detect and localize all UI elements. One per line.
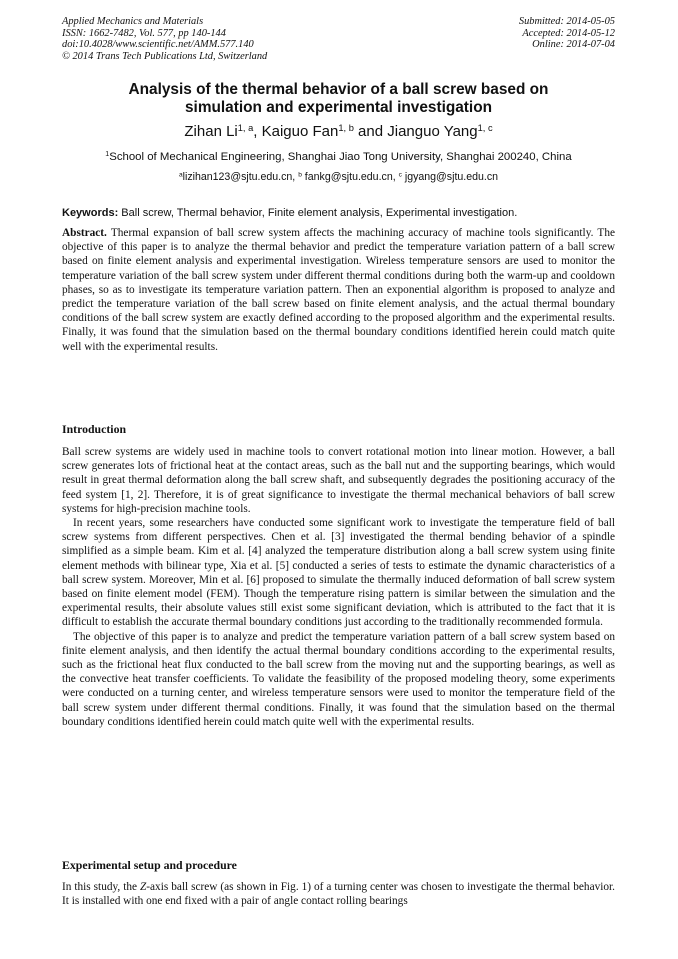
affiliation — [62, 150, 615, 164]
title-line-2: simulation and experimental investigation — [184, 99, 493, 117]
abstract-label: Abstract. — [62, 227, 107, 239]
date-online: Online: 2014-07-04 — [532, 39, 615, 51]
section-heading-introduction: Introduction — [62, 422, 127, 436]
axis-label: Z — [139, 881, 147, 893]
keywords-text: Ball screw, Thermal behavior, Finite element analysis, Experimental investigation. — [118, 207, 518, 219]
email-address: fankg@sjtu.edu.cn, — [301, 171, 399, 183]
author-separator: and — [353, 123, 388, 140]
author-affiliation-mark: 1, a — [237, 122, 254, 133]
publication-dates — [519, 16, 615, 51]
setup-body — [62, 880, 615, 908]
author-name: Kaiguo Fan — [261, 123, 339, 140]
author-name: Jianguo Yang — [387, 123, 478, 140]
keywords — [62, 206, 615, 220]
paragraph: Ball screw systems are widely used in machine tools to convert rotational motion into linear motion. However, a ball screw generates lots of frictional heat at the contact areas, such as the ball nut and the supporting bearings, which would result in great thermal deformation along the ball screw shaft, and subsequently degrades the positioning accuracy of the feed system [1, 2]. Therefore, it is of great significance to investigate the thermal mechanical behaviors of ball screw systems for high-precision machine tools. — [62, 446, 615, 515]
keywords-label: Keywords: — [62, 207, 119, 219]
author-affiliation-mark: 1, b — [338, 122, 354, 133]
author-name: Zihan Li — [184, 123, 238, 140]
author-separator: , — [253, 123, 262, 140]
date-accepted: Accepted: 2014-05-12 — [522, 27, 615, 39]
email-address: jgyang@sjtu.edu.cn — [401, 171, 499, 183]
abstract-text: Thermal expansion of ball screw system affects the machining accuracy of machine tools significantly. The objective of this paper is to analyze the thermal behavior and predict the temperature variation pattern of a ball screw based on finite element analysis and experimental investigation. Wireless temperature sensors are used to monitor the temperature variation of the ball screw system under different thermal conditions during both the warm-up and cooldown phases, so as to investigate its temperature variation pattern. Then an exponential algorithm is proposed to analyze and predict the temperature variation of the ball screw based on finite element analysis, and the actual thermal boundary conditions of the ball screw system are exactly defined according to the proposed algorithm and the experimental results. Finally, it was found that the simulation based on the thermal boundary conditions identified herein could match quite well with the experimental results. — [62, 227, 615, 353]
email-mark: b — [298, 171, 302, 179]
journal-name: Applied Mechanics and Materials — [62, 16, 204, 27]
author-emails — [62, 171, 615, 184]
text-run: In this study, the — [62, 881, 140, 893]
author-affiliation-mark: 1, c — [477, 122, 493, 133]
journal-info — [62, 16, 267, 62]
journal-issn: ISSN: 1662-7482, Vol. 577, pp 140-144 — [62, 27, 226, 39]
affiliation-text: School of Mechanical Engineering, Shanghai Jiao Tong University, Shanghai 200240, China — [109, 151, 572, 163]
author-list — [62, 123, 615, 141]
introduction-body — [62, 445, 615, 729]
journal-doi: doi:10.4028/www.scientific.net/AMM.577.140 — [62, 39, 254, 51]
paragraph: In recent years, some researchers have conducted some significant work to investigate the temperature field of ball screw systems from different perspectives. Chen et al. [3] investigated the thermal bending behavior of a spindle simplified as a simple beam. Kim et al. [4] analyzed the temperature distribution along a ball screw system using finite element methods with bilinear type, Xia et al. [5] conducted a series of tests to estimate the dynamic characteristics of a ball screw system. Moreover, Min et al. [6] proposed to simulate the thermally induced deformation of ball screw system based on finite element model (FEM). Though the temperature rising pattern is similar between the simulation and the experimental results, their absolute values still exist some significant deviation, which is attributed to the fact that it is difficult to establish the accurate thermal boundary conditions just according to the traditionally recommended formula. — [62, 517, 615, 629]
email-mark: a — [178, 171, 183, 179]
paragraph — [62, 880, 615, 908]
section-heading-setup: Experimental setup and procedure — [62, 858, 237, 872]
date-submitted: Submitted: 2014-05-05 — [518, 16, 615, 27]
text-run: -axis ball screw (as shown in Fig. 1) of a turning center was chosen to investigate the thermal behavior. It is installed with one end fixed with a pair of angle contact rolling bearings — [62, 881, 615, 908]
journal-copyright: © 2014 Trans Tech Publications Ltd, Switzerland — [62, 50, 268, 62]
paper-title — [62, 81, 615, 118]
affiliation-mark: 1 — [105, 151, 110, 159]
abstract — [62, 226, 615, 354]
title-line-1: Analysis of the thermal behavior of a ball screw based on — [128, 81, 549, 98]
email-mark: c — [398, 171, 402, 179]
paragraph: The objective of this paper is to analyze and predict the temperature variation pattern of a ball screw system based on finite element analysis, and then identify the actual thermal boundary conditions according to the experimental results, such as the frictional heat flux conducted to the ball screw from the moving nut and the supporting bearings, as well as the convective heat transfer coefficients. To validate the feasibility of the proposed modeling theory, some experiments were conducted on a turning center, and wireless temperature sensors were used to monitor the temperature field of the ball screw system under different thermal conditions. Finally, it was found that the simulation based on the thermal boundary conditions identified herein could match quite well with the experimental results. — [62, 630, 615, 728]
email-address: lizihan123@sjtu.edu.cn, — [182, 171, 299, 183]
